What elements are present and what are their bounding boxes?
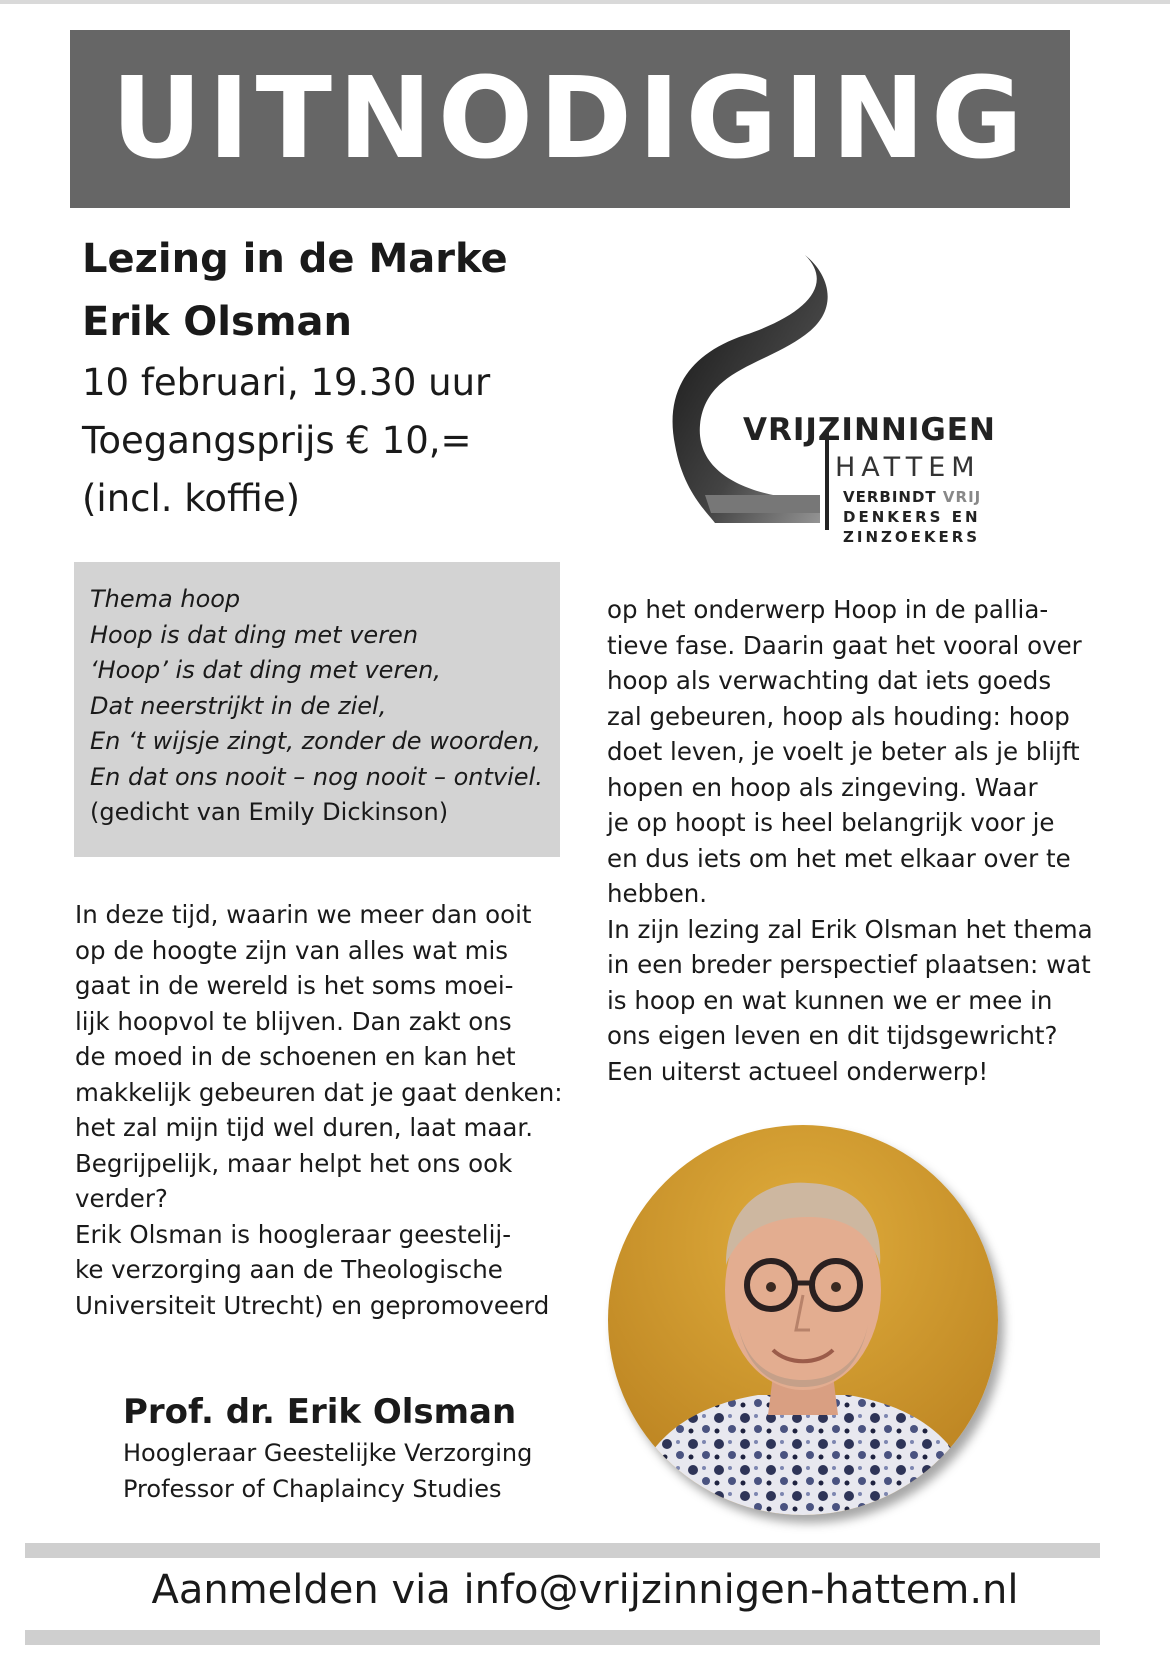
text-line: verder? <box>75 1184 168 1213</box>
poem-line: En ‘t wijsje zingt, zonder de woorden, <box>90 727 541 755</box>
poem-line: Dat neerstrijkt in de ziel, <box>90 691 387 720</box>
speaker-role-en: Professor of Chaplaincy Studies <box>123 1474 502 1503</box>
text-line: Universiteit Utrecht) en gepromoveerd <box>75 1290 550 1320</box>
poem-box <box>74 562 560 857</box>
signup-line: Aanmelden via info@vrijzinnigen-hattem.nl <box>151 1567 1019 1613</box>
event-speaker: Erik Olsman <box>82 299 352 345</box>
poem-line: ‘Hoop’ is dat ding met veren, <box>90 656 441 684</box>
logo-tagline-2: DENKERS EN <box>843 508 981 526</box>
poem-line: Hoop is dat ding met veren <box>90 620 419 649</box>
text-line: In deze tijd, waarin we meer dan ooit <box>75 900 532 929</box>
text-line: in een breder perspectief plaatsen: wat <box>607 950 1091 979</box>
logo-tagline-1a: VERBINDT <box>843 488 937 506</box>
text-line: Een uiterst actueel onderwerp! <box>607 1056 989 1086</box>
event-details <box>82 228 642 528</box>
text-line: doet leven, je voelt je beter als je blijft <box>607 737 1080 766</box>
speaker-name: Prof. dr. Erik Olsman <box>123 1392 517 1432</box>
portrait-image <box>608 1125 998 1515</box>
speaker-credentials <box>123 1388 532 1507</box>
text-line: lijk hoopvol te blijven. Dan zakt ons <box>75 1006 512 1036</box>
event-datetime: 10 februari, 19.30 uur <box>82 361 491 404</box>
text-line: hoop als verwachting dat iets goeds <box>607 666 1052 695</box>
footer-divider-top <box>25 1543 1100 1558</box>
text-line: je op hoopt is heel belangrijk voor je <box>607 808 1055 837</box>
event-title: Lezing in de Marke <box>82 236 508 282</box>
speaker-photo <box>608 1125 998 1515</box>
speaker-role-nl: Hoogleraar Geestelijke Verzorging <box>123 1439 533 1467</box>
poem-credit: (gedicht van Emily Dickinson) <box>90 798 449 826</box>
vrijzinnigen-hattem-logo <box>655 255 1000 555</box>
text-line: Erik Olsman is hoogleraar geestelij- <box>75 1219 512 1249</box>
text-line: is hoop en wat kunnen we er mee in <box>607 985 1053 1015</box>
event-price-note: (incl. koffie) <box>82 477 301 520</box>
text-line: en dus iets om het met elkaar over te <box>607 843 1071 873</box>
text-line: op het onderwerp Hoop in de pallia- <box>607 595 1049 624</box>
logo-tagline-1 <box>843 488 981 506</box>
text-line: In zijn lezing zal Erik Olsman het thema <box>607 914 1093 944</box>
title-banner <box>70 30 1070 208</box>
text-line: tieve fase. Daarin gaat het vooral over <box>607 630 1082 660</box>
text-line: gaat in de wereld is het soms moei- <box>75 971 514 1000</box>
logo-tagline-1b: VRIJ <box>942 488 982 506</box>
body-text-right <box>607 592 1093 1089</box>
page-title: UITNODIGING <box>111 54 1029 184</box>
text-line: op de hoogte zijn van alles wat mis <box>75 935 509 965</box>
text-line: makkelijk gebeuren dat je gaat denken: <box>75 1077 563 1107</box>
text-line: zal gebeuren, hoop als houding: hoop <box>607 701 1070 731</box>
text-line: hopen en hoop als zingeving. Waar <box>607 772 1038 802</box>
text-line: hebben. <box>607 879 708 908</box>
text-line: het zal mijn tijd wel duren, laat maar. <box>75 1113 534 1142</box>
top-rule <box>0 0 1170 4</box>
text-line: ons eigen leven en dit tijdsgewricht? <box>607 1021 1058 1050</box>
logo-place: HATTEM <box>835 452 981 483</box>
text-line: Begrijpelijk, maar helpt het ons ook <box>75 1148 513 1178</box>
poem-line: En dat ons nooit – nog nooit – ontviel. <box>90 762 543 791</box>
text-line: de moed in de schoenen en kan het <box>75 1042 516 1071</box>
body-text-left <box>75 897 575 1323</box>
event-price: Toegangsprijs € 10,= <box>82 419 472 462</box>
logo-name: VRIJZINNIGEN <box>743 412 996 448</box>
footer-divider-bottom <box>25 1630 1100 1645</box>
poem-line: Thema hoop <box>90 585 241 613</box>
logo-tagline-3: ZINZOEKERS <box>843 528 981 546</box>
text-line: ke verzorging aan de Theologische <box>75 1255 503 1284</box>
